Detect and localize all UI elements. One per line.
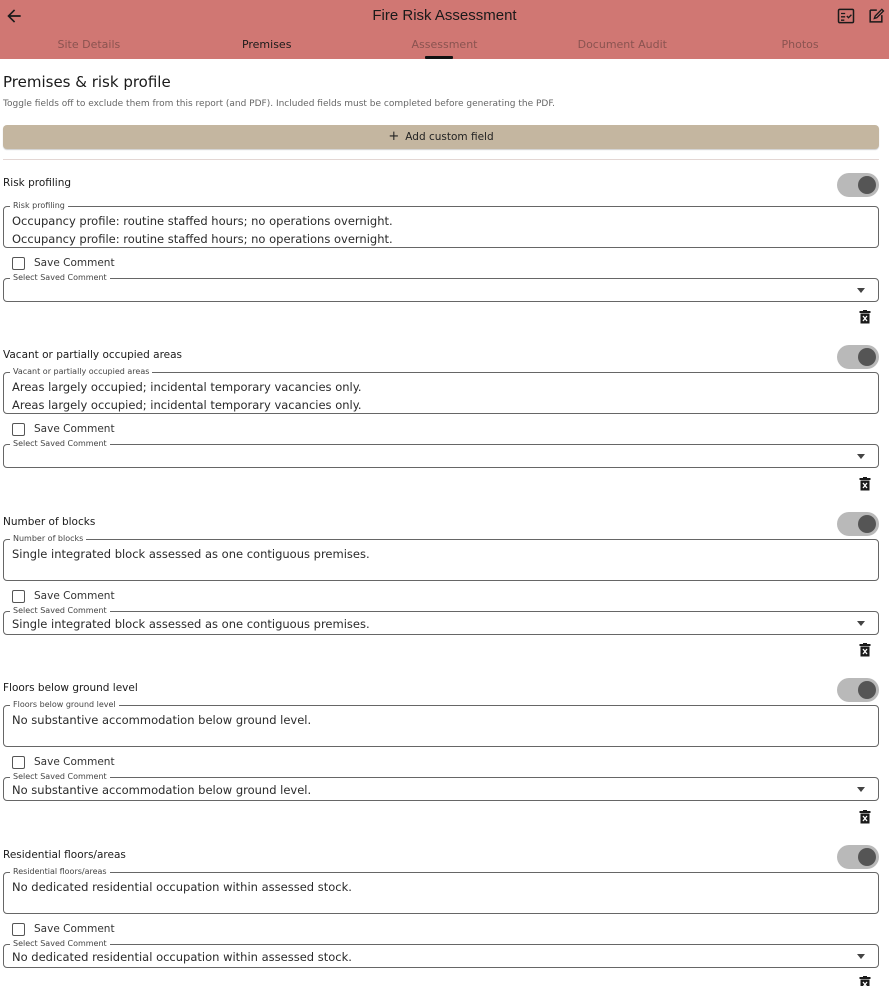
include-field-toggle[interactable] xyxy=(837,345,879,369)
save-comment-label: Save Comment xyxy=(34,756,115,768)
save-comment-row[interactable] xyxy=(12,256,115,270)
save-comment-label: Save Comment xyxy=(34,423,115,435)
section-description: Toggle fields off to exclude them from this report (and PDF). Included fields must be completed before generating the PDF. xyxy=(3,99,555,109)
textarea-legend: Risk profiling xyxy=(10,201,68,211)
section-title: Premises & risk profile xyxy=(3,73,171,91)
save-comment-row[interactable] xyxy=(12,589,115,603)
save-comment-checkbox[interactable] xyxy=(12,923,25,936)
plus-icon: + xyxy=(388,129,400,144)
select-value: Single integrated block assessed as one contiguous premises. xyxy=(12,617,370,631)
tab-bar xyxy=(0,36,889,59)
delete-box-icon[interactable] xyxy=(859,310,871,324)
tab-site-details[interactable]: Site Details xyxy=(57,38,121,51)
textarea-legend: Residential floors/areas xyxy=(10,867,110,877)
include-field-toggle[interactable] xyxy=(837,845,879,869)
save-comment-row[interactable] xyxy=(12,422,115,436)
save-comment-checkbox[interactable] xyxy=(12,756,25,769)
saved-comment-select[interactable] xyxy=(3,772,879,801)
field-label: Floors below ground level xyxy=(3,682,138,694)
field-number-of-blocks xyxy=(3,512,879,672)
saved-comment-select[interactable] xyxy=(3,939,879,968)
select-legend: Select Saved Comment xyxy=(10,606,110,616)
divider xyxy=(3,159,879,160)
field-floors-below-ground xyxy=(3,678,879,838)
delete-box-icon[interactable] xyxy=(859,477,871,491)
textarea-legend: Vacant or partially occupied areas xyxy=(10,367,152,377)
residential-floors-textarea[interactable] xyxy=(3,867,879,914)
select-legend: Select Saved Comment xyxy=(10,772,110,782)
caret-down-icon xyxy=(857,288,865,293)
checklist-icon[interactable] xyxy=(836,6,856,26)
toggle-knob xyxy=(858,681,876,699)
include-field-toggle[interactable] xyxy=(837,512,879,536)
floors-below-ground-textarea[interactable] xyxy=(3,700,879,747)
tab-assessment[interactable]: Assessment xyxy=(411,38,478,51)
field-risk-profiling xyxy=(3,173,879,333)
tab-photos[interactable]: Photos xyxy=(781,38,819,51)
select-legend: Select Saved Comment xyxy=(10,273,110,283)
field-label: Residential floors/areas xyxy=(3,849,126,861)
tab-document-audit[interactable]: Document Audit xyxy=(577,38,667,51)
saved-comment-select[interactable] xyxy=(3,606,879,635)
add-custom-field-label: Add custom field xyxy=(405,131,494,143)
caret-down-icon xyxy=(857,454,865,459)
page-title: Fire Risk Assessment xyxy=(372,7,517,24)
toggle-knob xyxy=(858,176,876,194)
select-value: No substantive accommodation below ground level. xyxy=(12,783,312,797)
save-comment-checkbox[interactable] xyxy=(12,423,25,436)
save-comment-row[interactable] xyxy=(12,755,115,769)
toggle-knob xyxy=(858,515,876,533)
textarea-value: Single integrated block assessed as one contiguous premises. xyxy=(12,547,370,561)
toggle-knob xyxy=(858,848,876,866)
delete-box-icon[interactable] xyxy=(859,643,871,657)
caret-down-icon xyxy=(857,621,865,626)
tab-premises[interactable]: Premises xyxy=(178,36,356,59)
field-label: Risk profiling xyxy=(3,177,72,189)
select-legend: Select Saved Comment xyxy=(10,439,110,449)
select-legend: Select Saved Comment xyxy=(10,939,110,949)
toggle-knob xyxy=(858,348,876,366)
save-comment-label: Save Comment xyxy=(34,590,115,602)
edit-square-icon[interactable] xyxy=(866,6,886,26)
save-comment-label: Save Comment xyxy=(34,257,115,269)
save-comment-checkbox[interactable] xyxy=(12,257,25,270)
textarea-value: No substantive accommodation below ground level. xyxy=(12,713,312,727)
save-comment-label: Save Comment xyxy=(34,923,115,935)
vacant-areas-textarea[interactable] xyxy=(3,367,879,414)
save-comment-checkbox[interactable] xyxy=(12,590,25,603)
number-of-blocks-textarea[interactable] xyxy=(3,534,879,581)
field-residential-floors xyxy=(3,845,879,986)
field-label: Number of blocks xyxy=(3,516,96,528)
add-custom-field-button[interactable] xyxy=(3,125,879,149)
delete-box-icon[interactable] xyxy=(859,810,871,824)
include-field-toggle[interactable] xyxy=(837,678,879,702)
textarea-legend: Number of blocks xyxy=(10,534,86,544)
textarea-legend: Floors below ground level xyxy=(10,700,119,710)
save-comment-row[interactable] xyxy=(12,922,115,936)
textarea-value: Areas largely occupied; incidental temporary vacancies only. Areas largely occupied; incidental temporary vacancies only. xyxy=(12,380,362,412)
saved-comment-select[interactable] xyxy=(3,273,879,302)
textarea-value: Occupancy profile: routine staffed hours; no operations overnight. Occupancy profile: routine staffed hours; no operations overnight. xyxy=(12,214,393,246)
field-vacant-areas xyxy=(3,345,879,505)
caret-down-icon xyxy=(857,954,865,959)
caret-down-icon xyxy=(857,787,865,792)
select-value: No dedicated residential occupation within assessed stock. xyxy=(12,950,352,964)
delete-box-icon[interactable] xyxy=(859,976,871,986)
include-field-toggle[interactable] xyxy=(837,173,879,197)
app-bar xyxy=(0,0,889,59)
risk-profiling-textarea[interactable] xyxy=(3,201,879,248)
textarea-value: No dedicated residential occupation within assessed stock. xyxy=(12,880,352,894)
field-label: Vacant or partially occupied areas xyxy=(3,349,183,361)
saved-comment-select[interactable] xyxy=(3,439,879,468)
